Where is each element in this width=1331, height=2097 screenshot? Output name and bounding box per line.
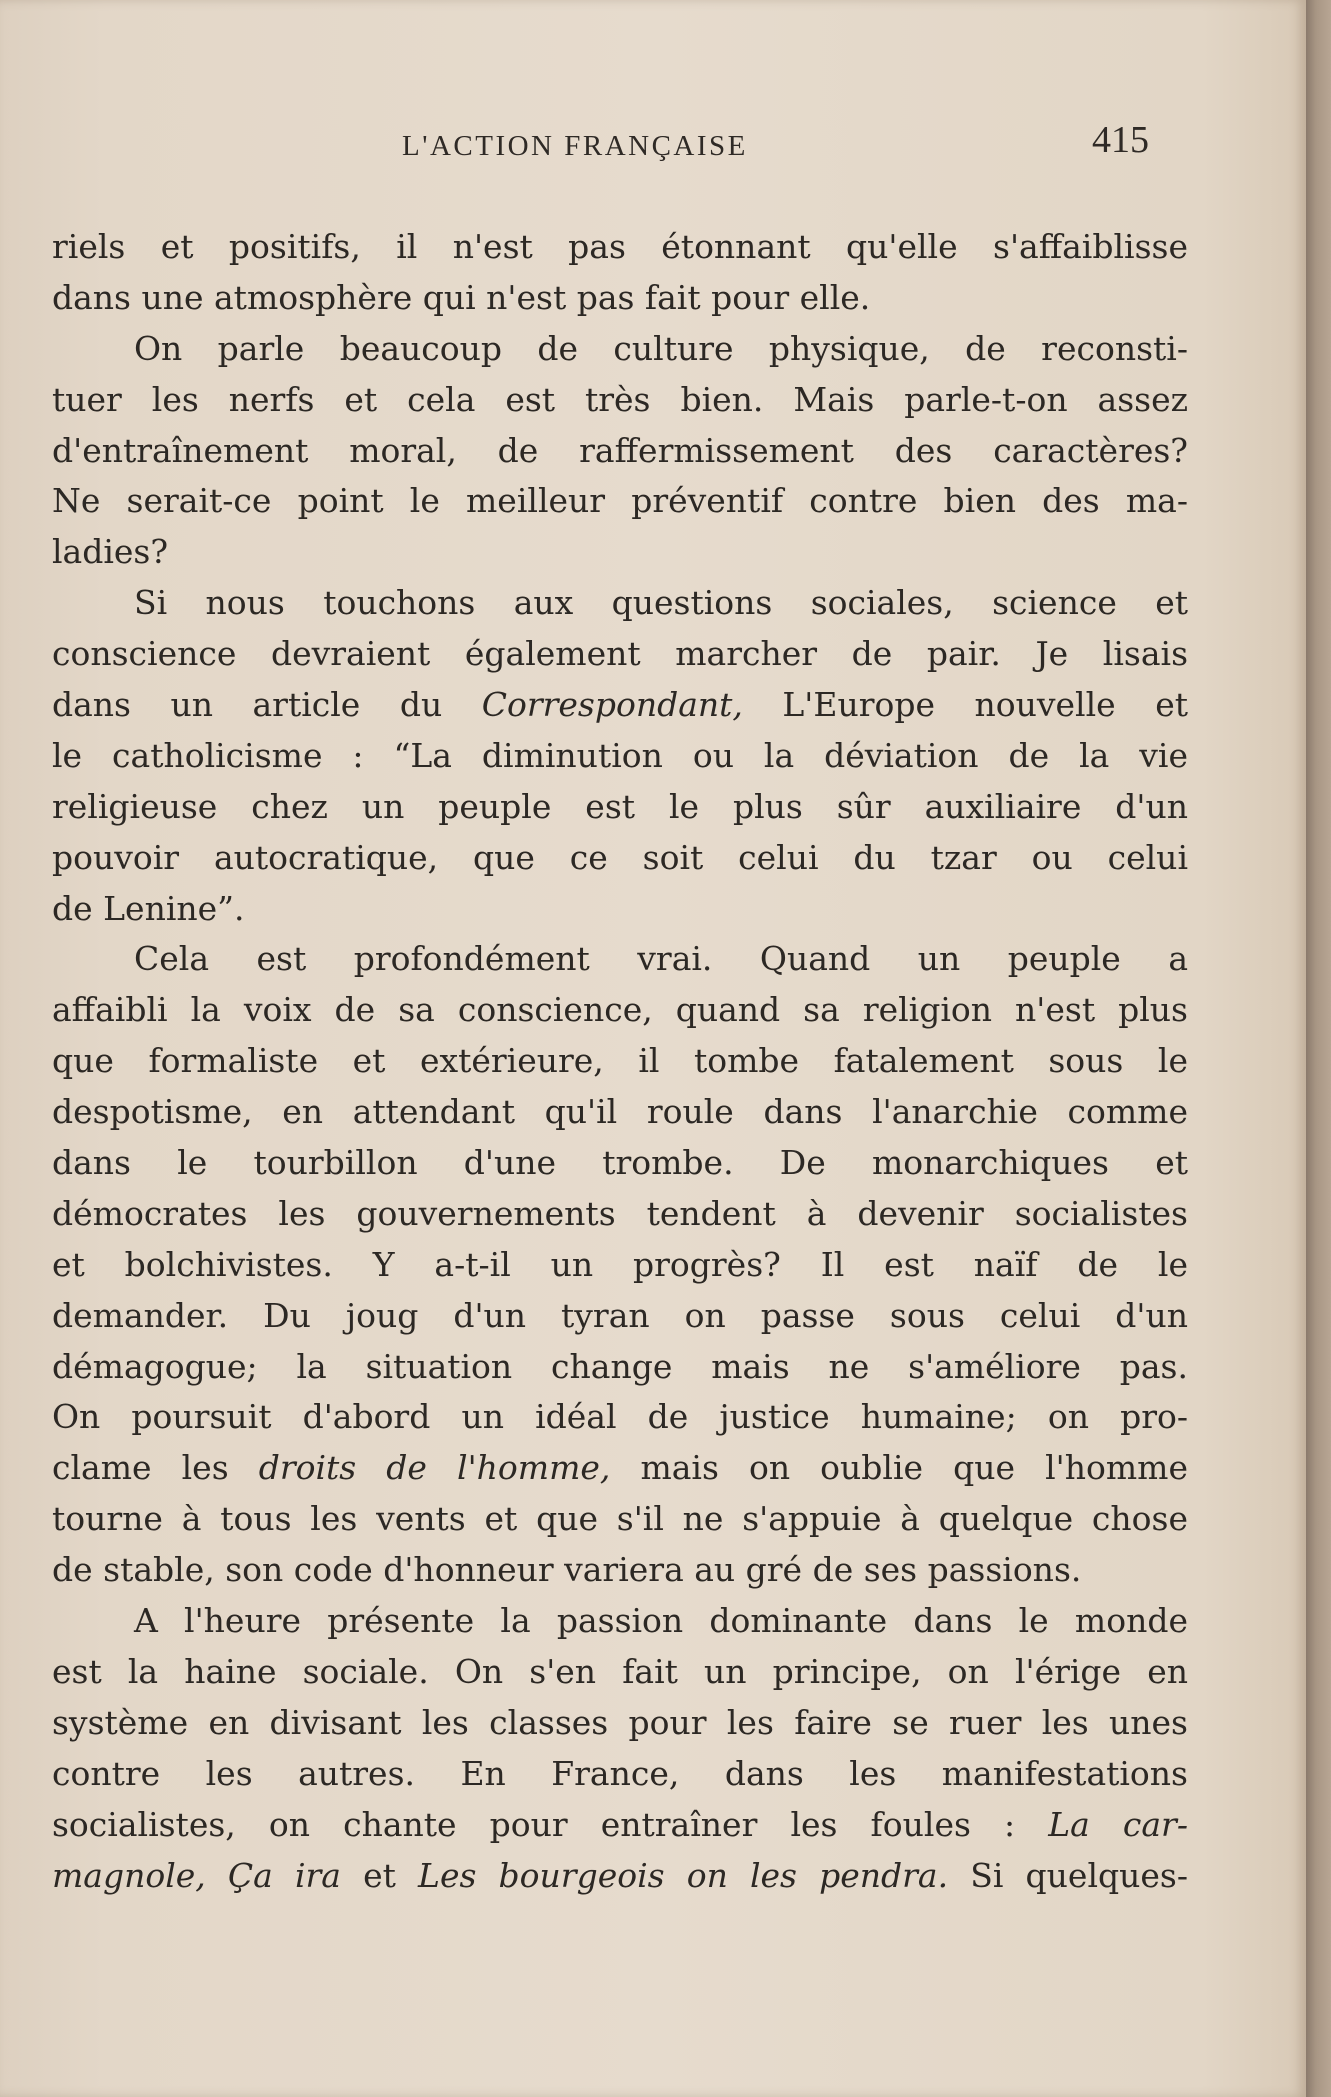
text-line: le catholicisme : “La diminution ou la déviation de la vie (52, 735, 1188, 775)
text-line: dans le tourbillon d'une trombe. De monarchiques et (52, 1143, 1188, 1183)
running-title: L'ACTION FRANÇAISE (402, 130, 748, 162)
text-line: et bolchivistes. Y a-t-il un progrès? Il est naïf de le (52, 1244, 1188, 1284)
text-line: tourne à tous les vents et que s'il ne s'appuie à quelque chose (52, 1499, 1188, 1539)
text-line: affaibli la voix de sa conscience, quand sa religion n'est plus (52, 990, 1188, 1030)
text-line: de Lenine”. (52, 888, 245, 928)
text-line: Si nous touchons aux questions sociales, science et (134, 583, 1188, 623)
body-text (52, 222, 1188, 1901)
text-line: que formaliste et extérieure, il tombe fatalement sous le (52, 1041, 1188, 1081)
text-line: de stable, son code d'honneur variera au gré de ses passions. (52, 1550, 1082, 1590)
text-line (52, 680, 1188, 731)
text-line: ladies? (52, 532, 169, 572)
italic-song-title: La car- (1048, 1804, 1188, 1844)
page-number: 415 (1092, 119, 1149, 161)
italic-song-title: Les bourgeois on les pendra. (418, 1855, 949, 1895)
text-line: demander. Du joug d'un tyran on passe sous celui d'un (52, 1295, 1188, 1335)
text-line: A l'heure présente la passion dominante dans le monde (134, 1601, 1188, 1641)
text-segment: mais on oublie que l'homme (610, 1448, 1188, 1488)
italic-title: Correspondant, (481, 685, 743, 725)
text-line: d'entraînement moral, de raffermissement des caractères? (52, 430, 1188, 470)
text-line: riels et positifs, il n'est pas étonnant qu'elle s'affaiblisse (52, 227, 1188, 266)
text-line: Ne serait-ce point le meilleur préventif contre bien des ma- (52, 481, 1188, 521)
text-line: On parle beaucoup de culture physique, de reconsti- (134, 328, 1188, 368)
text-segment: socialistes, on chante pour entraîner les foules : (52, 1804, 1049, 1844)
text-line: dans une atmosphère qui n'est pas fait pour elle. (52, 277, 871, 317)
text-line (52, 1800, 1188, 1851)
text-line: Cela est profondément vrai. Quand un peuple a (134, 939, 1188, 979)
page-edge (1306, 0, 1331, 2097)
text-line: On poursuit d'abord un idéal de justice humaine; on pro- (52, 1397, 1188, 1437)
running-header (0, 118, 1306, 168)
italic-phrase: droits de l'homme, (258, 1448, 611, 1488)
text-line: despotisme, en attendant qu'il roule dans l'anarchie comme (52, 1092, 1188, 1132)
text-line: conscience devraient également marcher de pair. Je lisais (52, 634, 1188, 674)
text-line: religieuse chez un peuple est le plus sûr auxiliaire d'un (52, 786, 1188, 826)
text-segment: Si quelques- (948, 1855, 1188, 1895)
text-line: pouvoir autocratique, que ce soit celui du tzar ou celui (52, 837, 1188, 877)
text-line: démocrates les gouvernements tendent à devenir socialistes (52, 1193, 1188, 1233)
text-line: contre les autres. En France, dans les manifestations (52, 1753, 1188, 1793)
italic-song-title: magnole, Ça ira (52, 1855, 341, 1895)
text-line: est la haine sociale. On s'en fait un principe, on l'érige en (52, 1651, 1188, 1691)
text-segment: clame les (52, 1448, 259, 1488)
text-line (52, 1443, 1188, 1494)
text-line (52, 1851, 1188, 1902)
text-segment: L'Europe nouvelle et (742, 685, 1188, 725)
text-line: tuer les nerfs et cela est très bien. Mais parle-t-on assez (52, 379, 1188, 419)
text-segment: et (340, 1855, 419, 1895)
text-segment: dans un article du (52, 685, 482, 725)
text-line: système en divisant les classes pour les faire se ruer les unes (52, 1702, 1188, 1742)
text-line: démagogue; la situation change mais ne s'améliore pas. (52, 1346, 1188, 1386)
